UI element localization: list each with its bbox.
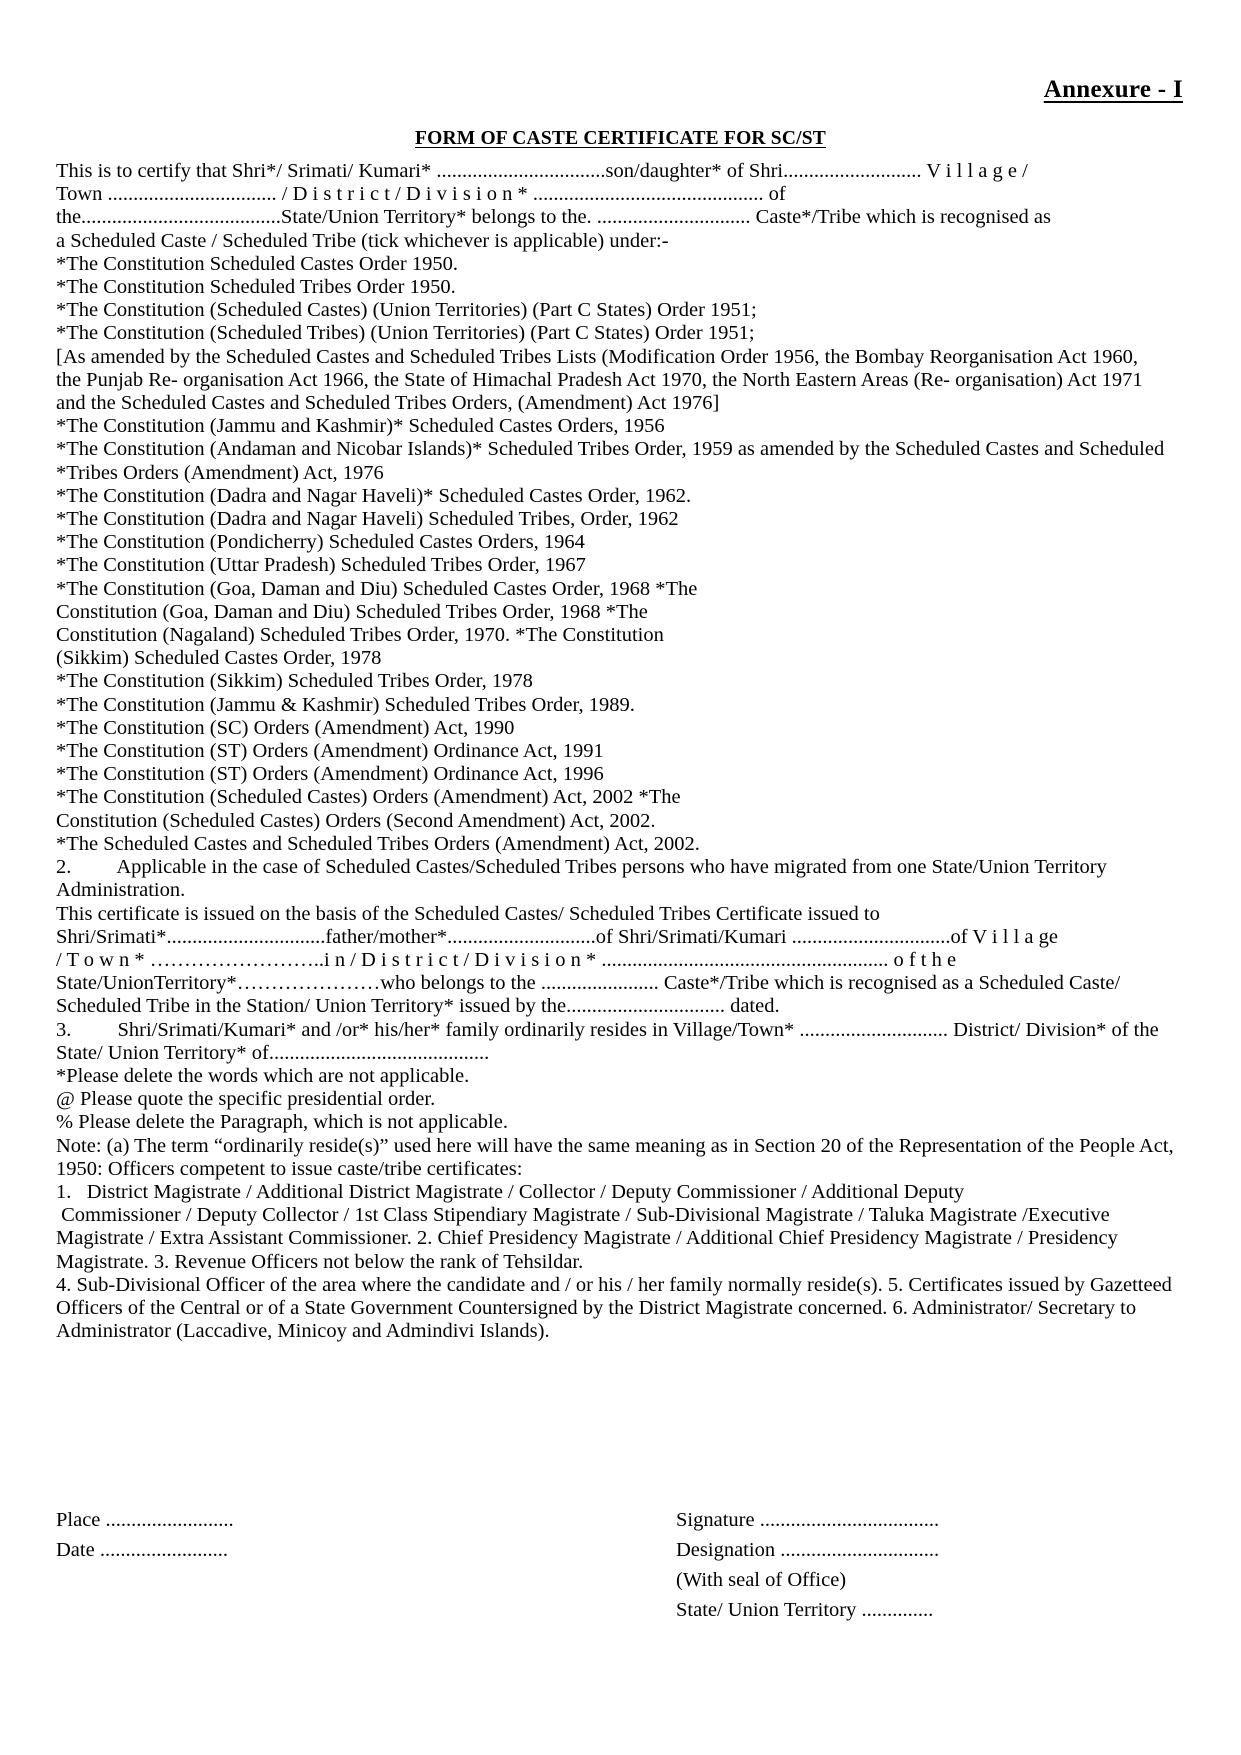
body-line: *Please delete the words which are not applicable.: [56, 1064, 470, 1087]
body-line: Town ................................. / D i s t r i c t / D i v i s i o n * ............................................. of: [56, 183, 786, 206]
designation-field: Designation ...............................: [676, 1539, 940, 1561]
body-line: Administration.: [56, 879, 186, 902]
body-line: 2. Applicable in the case of Scheduled Castes/Scheduled Tribes persons who have migrated from one State/Union Territory: [56, 856, 1107, 879]
body-line: This certificate is issued on the basis of the Scheduled Castes/ Scheduled Tribes Certificate issued to: [56, 902, 880, 925]
body-line: / T o w n * ……………………..i n / D i s t r i c t / D i v i s i o n * ........................................................ o f t h e: [56, 948, 957, 971]
body-line: *The Constitution Scheduled Tribes Order 1950.: [56, 276, 456, 299]
body-line: *The Constitution (Dadra and Nagar Haveli)* Scheduled Castes Order, 1962.: [56, 484, 692, 507]
body-line: State/ Union Territory* of...........................................: [56, 1041, 490, 1064]
body-line: a Scheduled Caste / Scheduled Tribe (tick whichever is applicable) under:-: [56, 229, 669, 252]
body-line: 3. Shri/Srimati/Kumari* and /or* his/her* family ordinarily resides in Village/Town* ............................. District/ Division* of the: [56, 1018, 1159, 1041]
body-line: *The Constitution (Andaman and Nicobar Islands)* Scheduled Tribes Order, 1959 as amended by the Scheduled Castes and Scheduled: [56, 438, 1165, 461]
annexure-heading: Annexure - I: [1043, 76, 1183, 103]
seal-note: (With seal of Office): [676, 1569, 847, 1591]
body-line: *The Constitution (Jammu and Kashmir)* Scheduled Castes Orders, 1956: [56, 415, 665, 438]
body-line: State/UnionTerritory*…………………who belongs to the ....................... Caste*/Tribe which is recognised as a Scheduled Caste/: [56, 972, 1121, 995]
body-line: Constitution (Scheduled Castes) Orders (Second Amendment) Act, 2002.: [56, 809, 656, 832]
body-line: (Sikkim) Scheduled Castes Order, 1978: [56, 647, 382, 670]
body-line: [As amended by the Scheduled Castes and Scheduled Tribes Lists (Modification Order 1956, the Bombay Reorganisation Act 1960,: [56, 345, 1138, 368]
body-line: *Tribes Orders (Amendment) Act, 1976: [56, 461, 384, 484]
body-line: @ Please quote the specific presidential order.: [56, 1088, 436, 1111]
signature-block: [56, 1505, 1187, 1625]
body-line: *The Constitution (Jammu & Kashmir) Scheduled Tribes Order, 1989.: [56, 693, 635, 716]
body-line: This is to certify that Shri*/ Srimati/ Kumari* .................................son/daughter* of Shri........................... V i l l a g e /: [56, 160, 1028, 182]
body-line: Magistrate / Extra Assistant Commissioner. 2. Chief Presidency Magistrate / Additional Chief Presidency Magistrate / Presidency: [56, 1227, 1118, 1250]
body-line: Officers of the Central or of a State Government Countersigned by the District Magistrate concerned. 6. Administrator/ Secretary to: [56, 1296, 1137, 1319]
body-line: 4. Sub-Divisional Officer of the area where the candidate and / or his / her family normally reside(s). 5. Certificates issued by Gazetteed: [56, 1273, 1172, 1296]
body-line: Administrator (Laccadive, Minicoy and Admindivi Islands).: [56, 1320, 550, 1343]
document-body: [56, 160, 1187, 1343]
signature-left-column: [56, 1505, 676, 1625]
body-line: *The Constitution (Scheduled Castes) Orders (Amendment) Act, 2002 *The: [56, 786, 681, 809]
body-line: *The Constitution (Sikkim) Scheduled Tribes Order, 1978: [56, 670, 533, 693]
body-line: *The Constitution (ST) Orders (Amendment) Ordinance Act, 1996: [56, 763, 604, 786]
body-line: *The Constitution (Goa, Daman and Diu) Scheduled Castes Order, 1968 *The: [56, 577, 698, 600]
body-line: Magistrate. 3. Revenue Officers not below the rank of Tehsildar.: [56, 1250, 584, 1273]
page-title: FORM OF CASTE CERTIFICATE FOR SC/ST: [415, 128, 826, 149]
date-field: Date .........................: [56, 1539, 228, 1561]
body-line: *The Constitution (Scheduled Castes) (Union Territories) (Part C States) Order 1951;: [56, 299, 757, 322]
body-line: *The Constitution (ST) Orders (Amendment) Ordinance Act, 1991: [56, 740, 604, 763]
body-line: Constitution (Nagaland) Scheduled Tribes Order, 1970. *The Constitution: [56, 624, 664, 647]
place-field: Place .........................: [56, 1509, 234, 1531]
body-line: the Punjab Re- organisation Act 1966, the State of Himachal Pradesh Act 1970, the North Eastern Areas (Re- organisation) Act 1971: [56, 368, 1143, 391]
annexure-heading-container: [1044, 76, 1183, 104]
body-line: and the Scheduled Castes and Scheduled Tribes Orders, (Amendment) Act 1976]: [56, 392, 720, 415]
body-line: % Please delete the Paragraph, which is not applicable.: [56, 1111, 508, 1134]
body-line: Constitution (Goa, Daman and Diu) Scheduled Tribes Order, 1968 *The: [56, 600, 648, 623]
body-line: the.......................................State/Union Territory* belongs to the. .............................. Caste*/Tribe which is recognised as: [56, 206, 1051, 229]
body-line: *The Constitution (Uttar Pradesh) Scheduled Tribes Order, 1967: [56, 554, 586, 577]
body-line: 1. District Magistrate / Additional District Magistrate / Collector / Deputy Commissioner / Additional Deputy: [56, 1180, 965, 1203]
body-line: 1950: Officers competent to issue caste/tribe certificates:: [56, 1157, 523, 1180]
body-line: *The Constitution (Pondicherry) Scheduled Castes Orders, 1964: [56, 531, 585, 554]
body-line: *The Constitution (Dadra and Nagar Haveli) Scheduled Tribes, Order, 1962: [56, 508, 679, 531]
body-line: *The Constitution (Scheduled Tribes) (Union Territories) (Part C States) Order 1951;: [56, 322, 755, 345]
body-line: *The Constitution Scheduled Castes Order 1950.: [56, 252, 458, 275]
signature-right-column: [676, 1505, 1187, 1625]
state-union-territory-field: State/ Union Territory ..............: [676, 1599, 934, 1621]
body-line: Commissioner / Deputy Collector / 1st Class Stipendiary Magistrate / Sub-Divisional Magistrate / Taluka Magistrate /Executive: [56, 1204, 1110, 1227]
form-title-container: [0, 128, 1241, 150]
signature-field: Signature ...................................: [676, 1509, 940, 1531]
body-line: Scheduled Tribe in the Station/ Union Territory* issued by the............................... dated.: [56, 995, 780, 1018]
body-line: Shri/Srimati*...............................father/mother*.............................of Shri/Srimati/Kumari ...............................of V i l l a ge: [56, 925, 1058, 948]
body-line: Note: (a) The term “ordinarily reside(s)” used here will have the same meaning as in Section 20 of the Representation of the People Act,: [56, 1134, 1174, 1157]
body-line: *The Scheduled Castes and Scheduled Tribes Orders (Amendment) Act, 2002.: [56, 832, 700, 855]
body-line: *The Constitution (SC) Orders (Amendment) Act, 1990: [56, 716, 515, 739]
